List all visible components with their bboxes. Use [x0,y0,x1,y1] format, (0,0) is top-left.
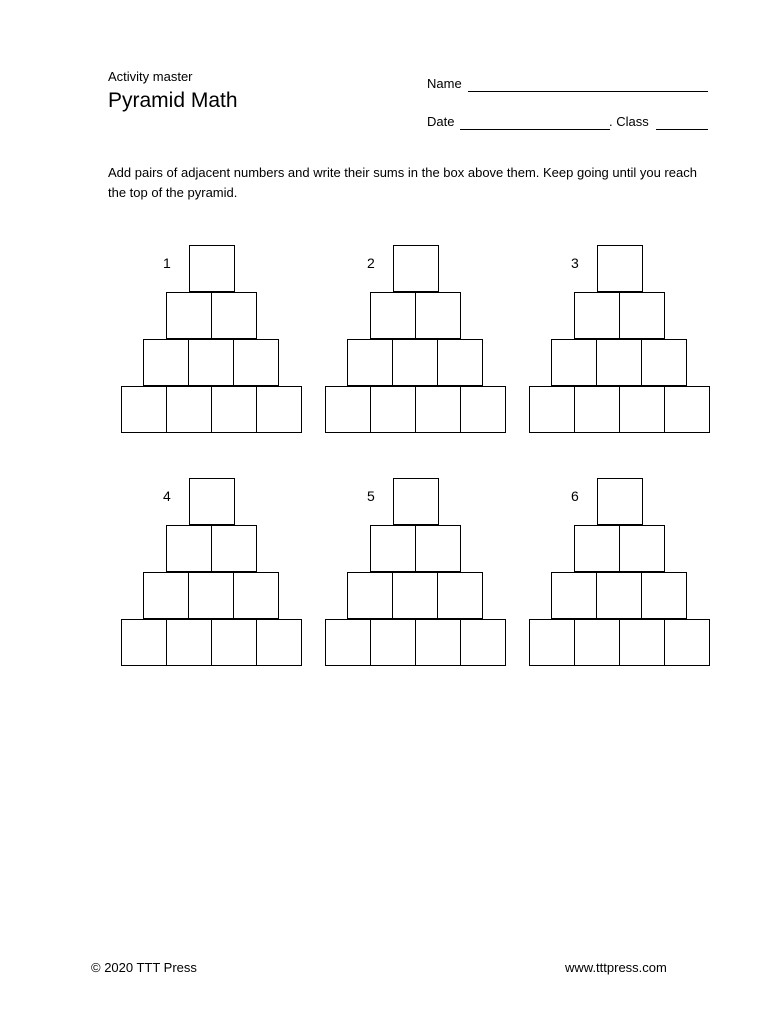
pyramid-box-row3-col2[interactable] [211,292,257,339]
pyramid-box-row1-col2[interactable] [574,619,620,666]
pyramid-box-row1-col1[interactable] [529,619,575,666]
pyramid-box-row2-col1[interactable] [347,339,393,386]
pyramid-6 [529,478,713,666]
pyramid-box-row2-col3[interactable] [233,339,279,386]
pyramid-box-row2-col1[interactable] [551,339,597,386]
pyramid-box-row2-col3[interactable] [233,572,279,619]
website-text: www.tttpress.com [565,960,667,975]
pyramid-box-row3-col2[interactable] [619,525,665,572]
instructions: Add pairs of adjacent numbers and write their sums in the box above them. Keep going until you reach the top of the pyramid. [108,165,697,200]
pyramid-box-row2-col2[interactable] [188,572,234,619]
pyramid-4 [121,478,305,666]
pyramid-box-row1-col1[interactable] [325,386,371,433]
pyramid-2 [325,245,509,433]
pyramid-1 [121,245,305,433]
pyramid-number: 3 [571,255,579,271]
name-label: Name [427,76,462,91]
pyramid-box-row1-col4[interactable] [664,386,710,433]
class-label: . Class [609,114,649,129]
pyramid-box-row2-col3[interactable] [641,339,687,386]
pyramid-box-row3-col1[interactable] [574,292,620,339]
pyramid-box-row2-col2[interactable] [188,339,234,386]
pyramid-box-row1-col2[interactable] [166,386,212,433]
pyramid-box-row1-col4[interactable] [460,386,506,433]
pyramid-box-row1-col1[interactable] [121,619,167,666]
pyramid-box-row1-col2[interactable] [370,619,416,666]
pyramid-box-row1-col2[interactable] [166,619,212,666]
pyramid-box-row2-col3[interactable] [641,572,687,619]
class-field-line[interactable] [656,129,708,130]
pyramid-box-row1-col3[interactable] [211,386,257,433]
pyramid-box-row3-col2[interactable] [211,525,257,572]
pyramid-5 [325,478,509,666]
copyright-text: © 2020 TTT Press [91,960,197,975]
pyramid-box-row4-col1[interactable] [189,245,235,292]
pyramid-number: 6 [571,488,579,504]
pyramid-box-row1-col4[interactable] [256,386,302,433]
pyramid-box-row1-col4[interactable] [460,619,506,666]
pyramid-box-row3-col1[interactable] [370,292,416,339]
page-title: Pyramid Math [108,89,238,112]
pyramid-box-row4-col1[interactable] [189,478,235,525]
pyramid-number: 2 [367,255,375,271]
pyramid-box-row3-col2[interactable] [415,292,461,339]
date-field-line[interactable] [460,129,610,130]
pyramid-box-row4-col1[interactable] [393,478,439,525]
pyramid-box-row2-col2[interactable] [596,572,642,619]
date-label: Date [427,114,455,129]
pyramid-box-row1-col1[interactable] [121,386,167,433]
pyramid-number: 5 [367,488,375,504]
pyramid-number: 1 [163,255,171,271]
pyramid-box-row2-col3[interactable] [437,572,483,619]
pyramid-box-row2-col3[interactable] [437,339,483,386]
pyramid-box-row3-col2[interactable] [415,525,461,572]
pyramid-box-row3-col2[interactable] [619,292,665,339]
pyramid-box-row2-col2[interactable] [392,572,438,619]
pyramid-box-row3-col1[interactable] [166,292,212,339]
name-field-line[interactable] [468,91,708,92]
pyramid-box-row2-col2[interactable] [392,339,438,386]
pyramid-box-row1-col3[interactable] [619,619,665,666]
pyramid-box-row4-col1[interactable] [597,478,643,525]
pyramid-box-row1-col3[interactable] [415,386,461,433]
pyramid-box-row4-col1[interactable] [393,245,439,292]
pyramid-box-row3-col1[interactable] [574,525,620,572]
pyramid-box-row3-col1[interactable] [166,525,212,572]
pyramid-number: 4 [163,488,171,504]
pyramid-box-row1-col3[interactable] [415,619,461,666]
pyramid-box-row1-col2[interactable] [370,386,416,433]
pyramid-box-row1-col3[interactable] [211,619,257,666]
pyramid-box-row1-col4[interactable] [664,619,710,666]
pyramid-3 [529,245,713,433]
pyramid-box-row1-col1[interactable] [529,386,575,433]
pyramid-box-row2-col1[interactable] [347,572,393,619]
pyramid-box-row1-col2[interactable] [574,386,620,433]
pyramid-box-row1-col1[interactable] [325,619,371,666]
pyramid-box-row4-col1[interactable] [597,245,643,292]
pyramid-box-row2-col2[interactable] [596,339,642,386]
pyramid-box-row2-col1[interactable] [143,572,189,619]
pyramid-box-row2-col1[interactable] [143,339,189,386]
pyramid-box-row1-col3[interactable] [619,386,665,433]
pyramid-box-row3-col1[interactable] [370,525,416,572]
pyramid-box-row2-col1[interactable] [551,572,597,619]
pyramid-box-row1-col4[interactable] [256,619,302,666]
activity-master-label: Activity master [108,69,193,84]
